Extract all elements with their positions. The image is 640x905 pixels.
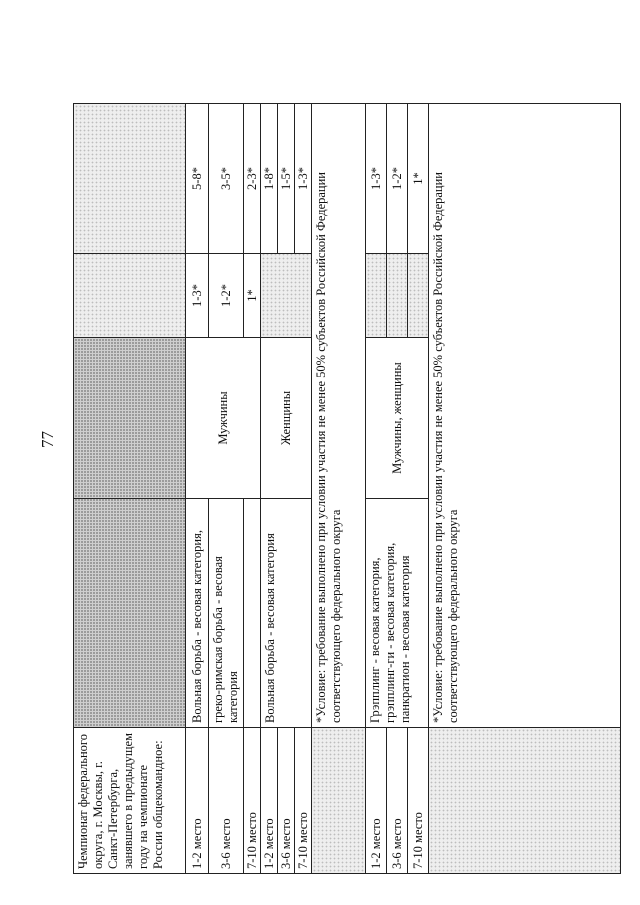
place-cell: 1-2 место	[366, 728, 387, 874]
gender-cell: Мужчины	[186, 338, 261, 499]
value-cell: 1*	[244, 254, 261, 338]
place-cell: 7-10 место	[295, 728, 312, 874]
table-row	[366, 104, 387, 874]
value-cell: 1-5*	[278, 104, 295, 254]
table-row	[429, 104, 621, 874]
discipline-cell: греко-римская борьба - весовая категория	[209, 499, 244, 728]
value-cell: 5-8*	[186, 104, 209, 254]
place-cell: 7-10 место	[244, 728, 261, 874]
shaded-cell	[366, 254, 387, 338]
shaded-cell	[74, 338, 186, 499]
place-cell: 7-10 место	[408, 728, 429, 874]
condition-note: *Условие: требование выполнено при условии участия не менее 50% субъектов Российской Федерации соответствующего федерального округа	[429, 104, 621, 728]
value-cell: 1-3*	[366, 104, 387, 254]
discipline-line: панкратион - весовая категория	[398, 555, 412, 723]
place-cell: 3-6 место	[209, 728, 244, 874]
value-cell: 3-5*	[209, 104, 244, 254]
discipline-cell: Вольная борьба - весовая категория	[261, 499, 312, 728]
place-cell: 1-2 место	[261, 728, 278, 874]
gender-cell: Мужчины, женщины	[366, 338, 429, 499]
condition-note: *Условие: требование выполнено при условии участия не менее 50% субъектов Российской Федерации соответствующего федерального округа	[312, 104, 366, 728]
discipline-line: грэпплинг-ги - весовая категория,	[383, 542, 397, 723]
value-cell: 1-3*	[295, 104, 312, 254]
discipline-line: Грэпплинг - весовая категория,	[368, 557, 382, 723]
shaded-cell	[261, 254, 312, 338]
table-row	[261, 104, 278, 874]
shaded-cell	[387, 254, 408, 338]
gender-cell: Женщины	[261, 338, 312, 499]
rotated-table-container	[73, 104, 621, 874]
shaded-cell	[408, 254, 429, 338]
shaded-cell	[429, 728, 621, 874]
shaded-cell	[312, 728, 366, 874]
place-cell: 3-6 место	[387, 728, 408, 874]
place-cell: 1-2 место	[186, 728, 209, 874]
championship-header-cell: Чемпионат федерального округа, г. Москвы, г. Санкт-Петербурга, занявшего в предыдущем году на чемпионате России общекомандное:	[74, 728, 186, 874]
page-number: 77	[38, 431, 57, 448]
requirements-table	[73, 103, 621, 874]
value-cell: 2-3*	[244, 104, 261, 254]
discipline-cell: Вольная борьба - весовая категория,	[186, 499, 209, 728]
value-cell: 1-3*	[186, 254, 209, 338]
value-cell: 1*	[408, 104, 429, 254]
place-cell: 3-6 место	[278, 728, 295, 874]
table-row	[312, 104, 366, 874]
empty-cell	[244, 499, 261, 728]
value-cell: 1-8*	[261, 104, 278, 254]
value-cell: 1-2*	[387, 104, 408, 254]
table-row	[74, 104, 186, 874]
table-row	[186, 104, 209, 874]
shaded-cell	[74, 254, 186, 338]
value-cell: 1-2*	[209, 254, 244, 338]
shaded-cell	[74, 104, 186, 254]
shaded-cell	[74, 499, 186, 728]
discipline-cell	[366, 499, 429, 728]
